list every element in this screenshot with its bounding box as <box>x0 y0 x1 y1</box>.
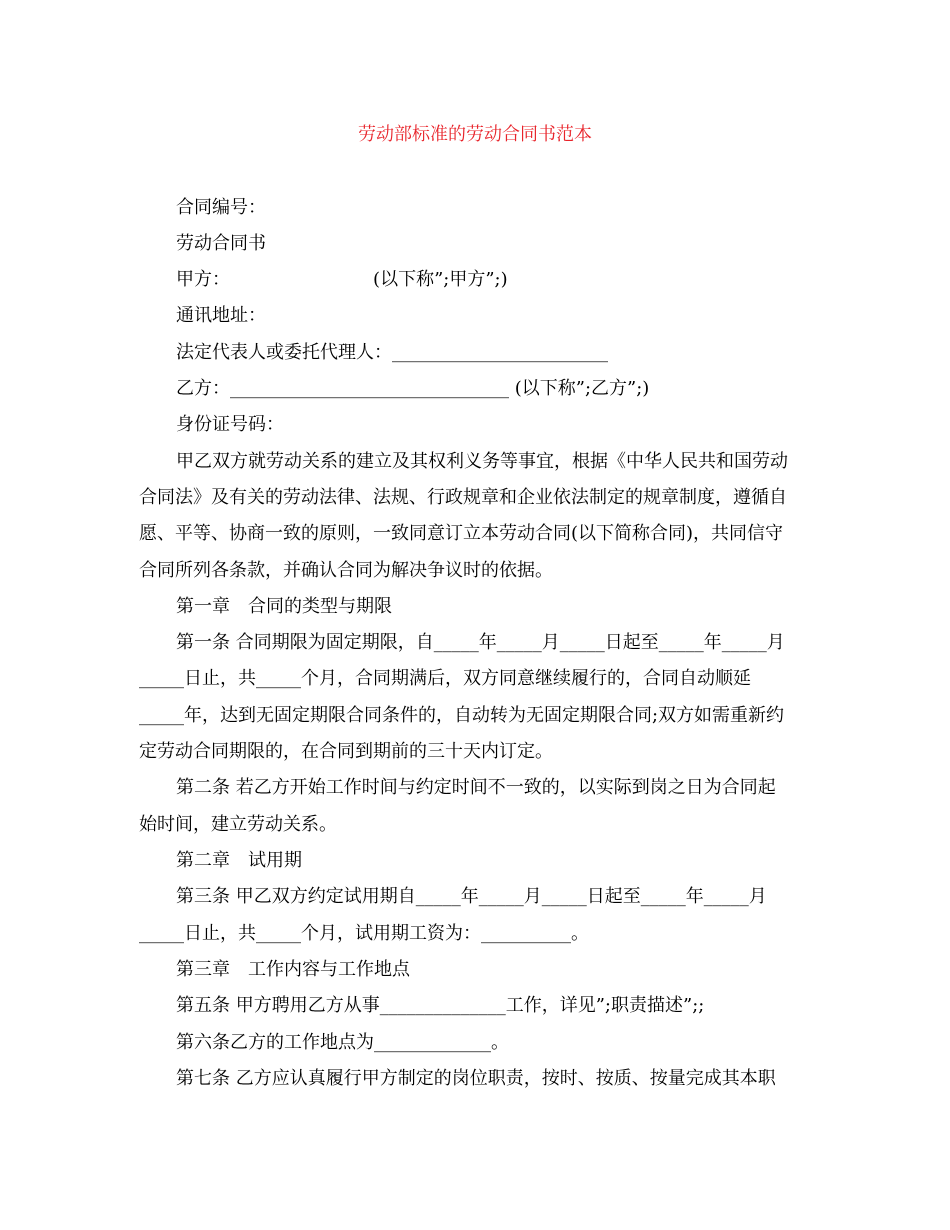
chapter-1-heading: 第一章 合同的类型与期限 <box>176 596 392 617</box>
contract-heading-line: 劳动合同书 <box>176 233 266 254</box>
legal-representative-line: 法定代表人或委托代理人：________________________ <box>176 342 608 363</box>
preamble-line-1: 甲乙双方就劳动关系的建立及其权利义务等事宜，根据《中华人民共和国劳动 <box>176 451 788 472</box>
preamble-line-2: 合同法》及有关的劳动法律、法规、行政规章和企业依法制定的规章制度，遵循自 <box>139 487 787 508</box>
article-5-line: 第五条 甲方聘用乙方从事______________工作，详见”;职责描述”;; <box>176 995 705 1016</box>
article-3-line-1: 第三条 甲乙双方约定试用期自_____年_____月_____日起至_____年_____月 <box>176 886 767 907</box>
address-line: 通讯地址： <box>176 305 266 326</box>
id-number-line: 身份证号码： <box>176 414 284 435</box>
article-1-line-3: _____年，达到无固定期限合同条件的，自动转为无固定期限合同;双方如需重新约 <box>139 705 785 726</box>
article-1-line-4: 定劳动合同期限的，在合同到期前的三十天内订定。 <box>139 741 553 762</box>
preamble-line-4: 合同所列各条款，并确认合同为解决争议时的依据。 <box>139 560 553 581</box>
article-2-line-2: 始时间，建立劳动关系。 <box>139 814 337 835</box>
article-1-line-1: 第一条 合同期限为固定期限，自_____年_____月_____日起至_____年_____月 <box>176 632 785 653</box>
document-title: 劳动部标准的劳动合同书范本 <box>358 124 592 145</box>
article-7-line-1: 第七条 乙方应认真履行甲方制定的岗位职责，按时、按质、按量完成其本职 <box>176 1068 776 1089</box>
party-a-line: 甲方： (以下称”;甲方”;) <box>176 269 508 290</box>
party-b-line: 乙方：_______________________________ (以下称”;乙方”;) <box>176 378 650 399</box>
article-2-line-1: 第二条 若乙方开始工作时间与约定时间不一致的，以实际到岗之日为合同起 <box>176 777 776 798</box>
preamble-line-3: 愿、平等、协商一致的原则，一致同意订立本劳动合同(以下简称合同)，共同信守 <box>139 523 784 544</box>
chapter-2-heading: 第二章 试用期 <box>176 850 302 871</box>
article-6-line: 第六条乙方的工作地点为_____________。 <box>176 1032 509 1053</box>
chapter-3-heading: 第三章 工作内容与工作地点 <box>176 959 410 980</box>
article-3-line-2: _____日止，共_____个月，试用期工资为：__________。 <box>139 923 589 944</box>
contract-number-line: 合同编号： <box>176 197 266 218</box>
article-1-line-2: _____日止，共_____个月，合同期满后，双方同意继续履行的，合同自动顺延 <box>139 668 751 689</box>
